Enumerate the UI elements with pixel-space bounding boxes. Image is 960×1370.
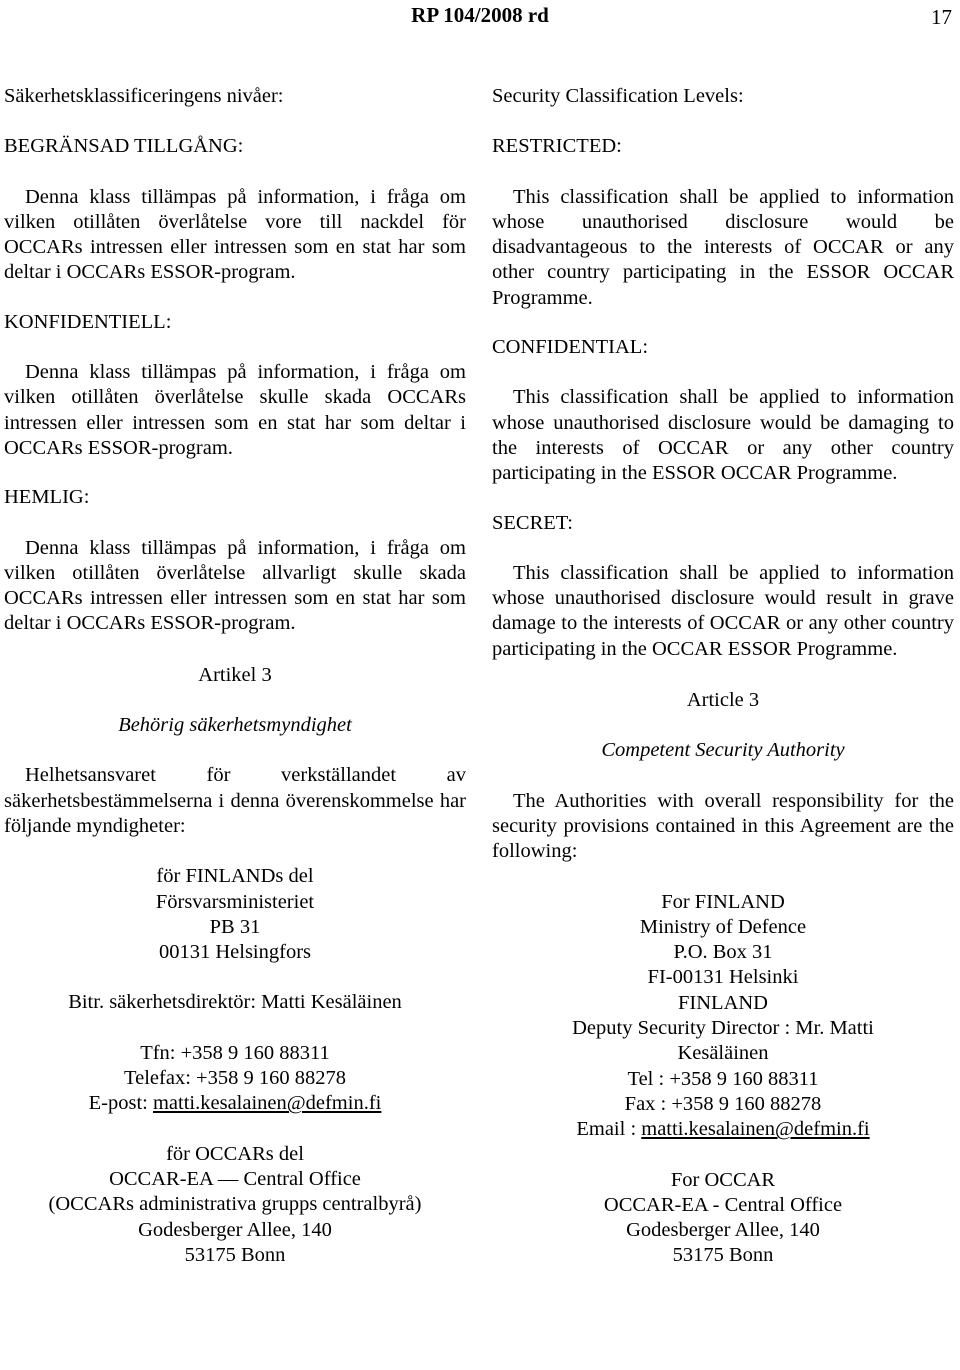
levels-heading: Security Classification Levels: xyxy=(492,85,744,107)
finland-org: Försvarsministeriet xyxy=(155,890,315,913)
confidential-text: Denna klass tillämpas på information, i fråga om vilken otillåten överlåtelse skulle skada OCCARs intressen eller intressen som en stat har som deltar i OCCARs ESSOR-program. xyxy=(4,361,466,459)
english-column xyxy=(492,84,954,1269)
confidential-text: This classification shall be applied to information whose unauthorised disclosure would be damaging to the interests of OCCAR or any other country participating in the ESSOR OCCAR Programme. xyxy=(492,386,954,485)
finland-party: för FINLANDs del xyxy=(156,865,314,888)
finland-authority xyxy=(492,890,954,1143)
restricted-text: Denna klass tillämpas på information, i fråga om vilken otillåten överlåtelse vore till nackdel för OCCARs intressen eller intressen som en stat har som deltar i OCCARs ESSOR-program. xyxy=(4,185,466,284)
email-label: E-post: xyxy=(88,1092,153,1115)
occar-party: For OCCAR xyxy=(670,1168,776,1191)
finland-party: For FINLAND xyxy=(661,890,785,913)
email-link[interactable]: matti.kesalainen@defmin.fi xyxy=(152,1092,382,1115)
swedish-column xyxy=(4,84,466,1268)
finland-city: 00131 Helsingfors xyxy=(158,941,312,964)
secret-text: This classification shall be applied to information whose unauthorised disclosure would result in grave damage to the interests of OCCAR or any other country participating in the OCCAR ESSOR Programme. xyxy=(492,561,954,660)
confidential-label: CONFIDENTIAL: xyxy=(492,336,649,359)
finland-authority xyxy=(4,864,466,965)
occar-desc: (OCCARs administrativa grupps centralbyrå) xyxy=(48,1193,422,1216)
occar-authority xyxy=(492,1168,954,1269)
article-text: The Authorities with overall responsibility for the security provisions contained in this Agreement are the following: xyxy=(492,789,954,863)
occar-street: Godesberger Allee, 140 xyxy=(626,1219,820,1242)
finland-official: Deputy Security Director : Mr. Matti Kesäläinen xyxy=(572,1017,874,1065)
article-subtitle: Behörig säkerhetsmyndighet xyxy=(118,714,352,737)
occar-city: 53175 Bonn xyxy=(672,1244,774,1267)
finland-email-line xyxy=(492,1117,954,1142)
restricted-label: BEGRÄNSAD TILLGÅNG: xyxy=(4,135,244,158)
article-title: Article 3 xyxy=(686,689,760,712)
finland-phone: Tel : +358 9 160 88311 xyxy=(627,1067,819,1090)
secret-label: SECRET: xyxy=(492,511,573,534)
document-header-title: RP 104/2008 rd xyxy=(411,3,549,27)
finland-phone: Tfn: +358 9 160 88311 xyxy=(140,1041,330,1064)
email-link[interactable]: matti.kesalainen@defmin.fi xyxy=(641,1118,870,1141)
finland-city: FI-00131 Helsinki xyxy=(647,966,799,989)
article-subtitle: Competent Security Authority xyxy=(601,739,845,762)
occar-org: OCCAR-EA - Central Office xyxy=(603,1193,843,1216)
page-number: 17 xyxy=(931,5,952,29)
occar-street: Godesberger Allee, 140 xyxy=(138,1218,332,1241)
email-label: Email : xyxy=(576,1118,642,1141)
secret-label: HEMLIG: xyxy=(4,486,90,509)
finland-official: Bitr. säkerhetsdirektör: Matti Kesäläinen xyxy=(68,991,402,1014)
occar-org: OCCAR-EA — Central Office xyxy=(109,1167,361,1190)
occar-city: 53175 Bonn xyxy=(184,1243,286,1266)
confidential-label: KONFIDENTIELL: xyxy=(4,310,172,333)
secret-text: Denna klass tillämpas på information, i fråga om vilken otillåten överlåtelse allvarligt skulle skada OCCARs intressen eller intressen som en stat har som deltar i OCCARs ESSOR-program. xyxy=(4,536,466,635)
article-title: Artikel 3 xyxy=(198,663,272,686)
finland-contact xyxy=(4,1041,466,1117)
finland-fax: Fax : +358 9 160 88278 xyxy=(624,1092,822,1115)
finland-fax: Telefax: +358 9 160 88278 xyxy=(124,1067,346,1090)
finland-country: FINLAND xyxy=(678,991,768,1014)
restricted-label: RESTRICTED: xyxy=(492,135,622,158)
finland-box: P.O. Box 31 xyxy=(673,941,773,964)
levels-heading: Säkerhetsklassificeringens nivåer: xyxy=(4,85,284,107)
occar-authority xyxy=(4,1142,466,1268)
restricted-text: This classification shall be applied to information whose unauthorised disclosure would be disadvantageous to the interests of OCCAR or any other country participating in the ESSOR OCCAR Programme. xyxy=(492,185,954,309)
occar-party: för OCCARs del xyxy=(166,1142,304,1165)
article-text: Helhetsansvaret för verkställandet av säkerhetsbestämmelserna i denna överenskommelse har följande myndigheter: xyxy=(4,764,466,837)
finland-email-line xyxy=(4,1091,466,1116)
finland-org: Ministry of Defence xyxy=(639,915,807,938)
finland-box: PB 31 xyxy=(209,915,261,938)
